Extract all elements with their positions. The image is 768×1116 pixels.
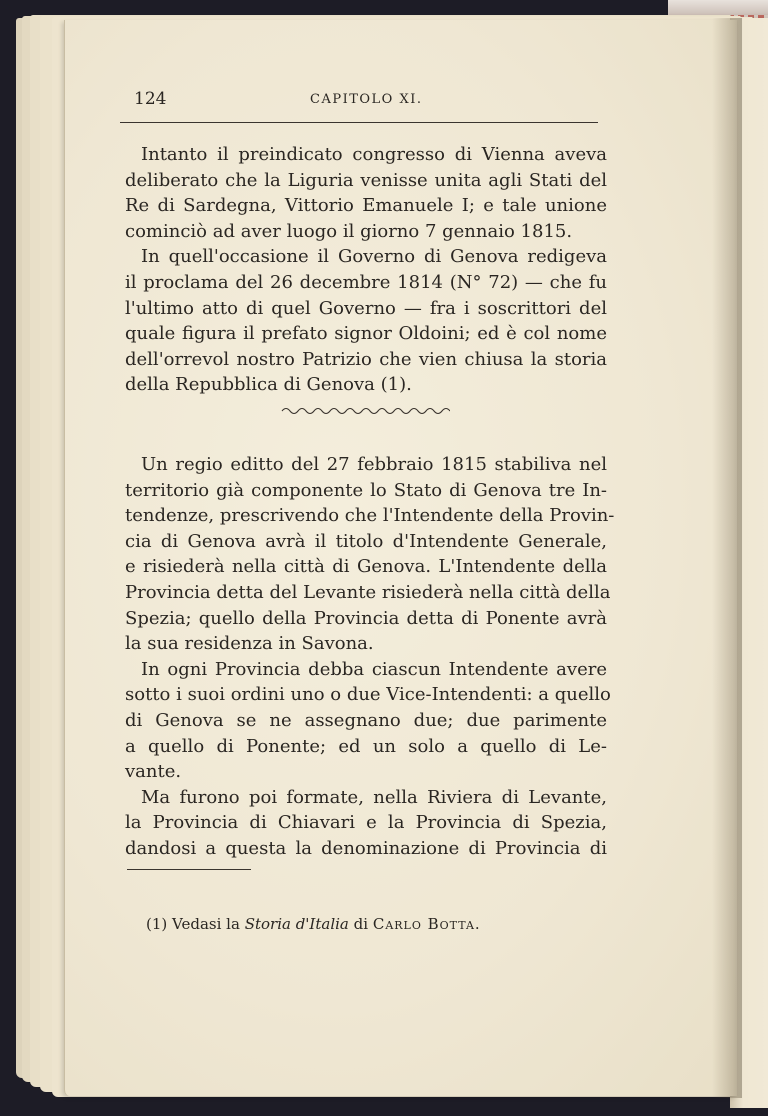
page-header xyxy=(134,89,604,113)
text-line: vante. xyxy=(125,761,182,783)
text-line: Provincia detta del Levante risiederà nella città della xyxy=(125,581,611,603)
footnote-author: Carlo Botta. xyxy=(372,915,481,933)
text-line: la Provincia di Chiavari e la Provincia di Spezia, xyxy=(125,812,607,834)
footnote-marker: (1) Vedasi la xyxy=(146,915,240,933)
running-head: CAPITOLO XI. xyxy=(310,92,423,107)
body-section-2 xyxy=(125,452,615,862)
page-number: 124 xyxy=(134,89,167,109)
text-line: In ogni Provincia debba ciascun Intendente avere xyxy=(141,658,607,680)
text-line: deliberato che la Liguria venisse unita agli Stati del xyxy=(125,169,607,191)
text-line: Spezia; quello della Provincia detta di Ponente avrà xyxy=(125,607,607,629)
section-ornament xyxy=(280,404,450,418)
text-line: a quello di Ponente; ed un solo a quello di Le- xyxy=(125,735,607,757)
gutter-shadow xyxy=(712,18,742,1098)
footnote xyxy=(146,915,481,933)
footnote-title: Storia d'Italia xyxy=(244,915,349,933)
text-line: dell'orrevol nostro Patrizio che vien chiusa la storia xyxy=(125,348,607,370)
text-line: il proclama del 26 decembre 1814 (N° 72) — che fu xyxy=(125,271,607,293)
text-line: sotto i suoi ordini uno o due Vice-Intendenti: a quello xyxy=(125,684,611,706)
text-line: l'ultimo atto di quel Governo — fra i soscrittori del xyxy=(125,297,607,319)
text-line: la sua residenza in Savona. xyxy=(125,633,374,655)
text-line: quale figura il prefato signor Oldoini; ed è col nome xyxy=(125,323,607,345)
text-line: Re di Sardegna, Vittorio Emanuele I; e tale unione xyxy=(125,195,607,217)
text-line: tendenze, prescrivendo che l'Intendente della Provin- xyxy=(125,505,615,527)
header-rule xyxy=(120,122,598,123)
text-line: di Genova se ne assegnano due; due parimente xyxy=(125,709,607,731)
text-line: e risiederà nella città di Genova. L'Intendente della xyxy=(125,556,607,578)
text-line: della Repubblica di Genova (1). xyxy=(125,374,412,396)
text-line: cominciò ad aver luogo il giorno 7 gennaio 1815. xyxy=(125,220,573,242)
text-line: cia di Genova avrà il titolo d'Intendente Generale, xyxy=(125,530,607,552)
text-line: dandosi a questa la denominazione di Provincia di xyxy=(125,837,607,859)
text-line: Intanto il preindicato congresso di Vienna aveva xyxy=(141,144,607,165)
footnote-connector: di xyxy=(353,915,369,933)
footnote-rule xyxy=(127,869,251,870)
text-line: territorio già componente lo Stato di Genova tre In- xyxy=(125,479,607,501)
body-section-1 xyxy=(125,142,607,398)
text-line: Un regio editto del 27 febbraio 1815 stabiliva nel xyxy=(141,454,607,475)
text-line: In quell'occasione il Governo di Genova redigeva xyxy=(141,246,607,268)
text-line: Ma furono poi formate, nella Riviera di Levante, xyxy=(141,786,607,808)
